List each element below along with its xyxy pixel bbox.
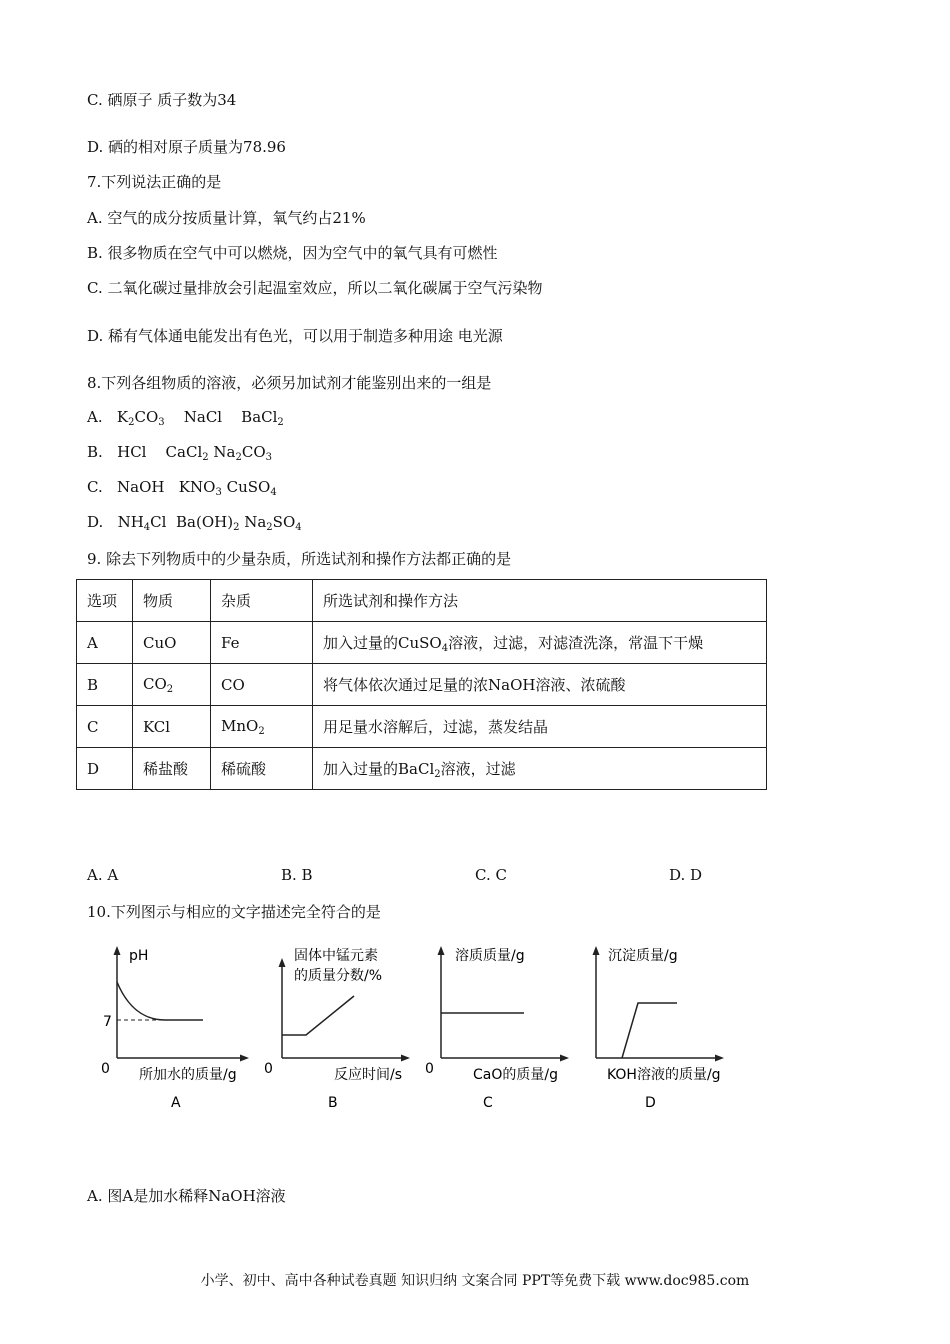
q6-option-d: D. 硒的相对原子质量为78.96 xyxy=(87,138,286,156)
y-axis-label-line2: 的质量分数/% xyxy=(294,968,383,984)
header-cell: 所选试剂和操作方法 xyxy=(313,580,767,622)
chart-b xyxy=(262,940,422,1119)
q8-option-d: D. $NH_4Cl$ $Ba(OH)_2$ $Na_2SO_4$ xyxy=(87,513,302,533)
tick-label-7: 7 xyxy=(103,1014,112,1030)
method-cell: 加入过量的CuSO$_4$溶液，过滤，对滤渣洗涤，常温下干燥 xyxy=(313,622,767,664)
chart-c-svg xyxy=(421,940,581,1115)
ph-curve xyxy=(117,982,203,1020)
q8-option-a: A. $K_2CO_3$ NaCl BaCl$_2$ xyxy=(87,408,284,428)
y-axis-arrow-icon xyxy=(114,946,121,955)
q6-option-c: C. 硒原子 质子数为34 xyxy=(87,91,237,109)
impurity-cell: 稀硫酸 xyxy=(211,748,313,790)
substance-cell: KCl xyxy=(133,706,211,748)
q9-answer-c: C. C xyxy=(475,866,507,884)
table-row xyxy=(77,706,767,748)
table-row xyxy=(77,622,767,664)
substance-cell: 稀盐酸 xyxy=(133,748,211,790)
q10-stem: 10.下列图示与相应的文字描述完全符合的是 xyxy=(87,903,381,921)
x-axis-label: 反应时间/s xyxy=(334,1067,403,1083)
table-header-row xyxy=(77,580,767,622)
method-cell: 加入过量的BaCl$_2$溶液，过滤 xyxy=(313,748,767,790)
table-row xyxy=(77,748,767,790)
y-axis-label: 溶质质量/g xyxy=(455,948,525,964)
q8-stem: 8.下列各组物质的溶液，必须另加试剂才能鉴别出来的一组是 xyxy=(87,374,492,392)
chart-letter: D xyxy=(645,1095,656,1111)
chart-a-svg xyxy=(95,940,255,1115)
q8-option-b: B. HCl CaCl$_2$ $Na_2CO_3$ xyxy=(87,443,273,463)
substance-cell: CuO xyxy=(133,622,211,664)
y-axis-arrow-icon xyxy=(593,946,600,955)
origin-label: 0 xyxy=(425,1061,434,1077)
method-cell: 用足量水溶解后，过滤，蒸发结晶 xyxy=(313,706,767,748)
chart-c xyxy=(421,940,581,1119)
chart-d-svg xyxy=(580,940,750,1115)
chart-b-svg xyxy=(262,940,422,1115)
q7-option-a: A. 空气的成分按质量计算，氧气约占21% xyxy=(87,209,366,227)
substance-cell: $CO_2$ xyxy=(133,664,211,706)
chart-letter: B xyxy=(328,1095,338,1111)
x-axis-arrow-icon xyxy=(401,1055,410,1062)
header-cell: 选项 xyxy=(77,580,133,622)
q7-option-b: B. 很多物质在空气中可以燃烧，因为空气中的氧气具有可燃性 xyxy=(87,244,498,262)
y-axis-label: pH xyxy=(129,948,149,964)
x-axis-label: KOH溶液的质量/g xyxy=(607,1067,721,1083)
q10-option-a: A. 图A是加水稀释NaOH溶液 xyxy=(87,1187,286,1205)
chart-a xyxy=(95,940,255,1119)
option-cell: B xyxy=(77,664,133,706)
header-cell: 杂质 xyxy=(211,580,313,622)
option-cell: C xyxy=(77,706,133,748)
y-axis-label-line1: 固体中锰元素 xyxy=(294,948,378,964)
q7-stem: 7.下列说法正确的是 xyxy=(87,173,222,191)
table-row xyxy=(77,664,767,706)
impurity-cell: MnO$_2$ xyxy=(211,706,313,748)
impurity-cell: CO xyxy=(211,664,313,706)
option-cell: A xyxy=(77,622,133,664)
origin-label: 0 xyxy=(101,1061,110,1077)
precipitate-line xyxy=(622,1003,677,1058)
x-axis-label: CaO的质量/g xyxy=(473,1067,558,1083)
chart-letter: C xyxy=(483,1095,493,1111)
q9-answer-d: D. D xyxy=(669,866,703,884)
x-axis-arrow-icon xyxy=(715,1055,724,1062)
page-footer: 小学、初中、高中各种试卷真题 知识归纳 文案合同 PPT等免费下载 www.doc985.com xyxy=(200,1273,750,1289)
y-axis-label: 沉淀质量/g xyxy=(608,948,678,964)
q9-table xyxy=(76,579,767,790)
y-axis-arrow-icon xyxy=(279,958,286,967)
impurity-cell: Fe xyxy=(211,622,313,664)
chart-d xyxy=(580,940,750,1119)
q9-answer-a: A. A xyxy=(87,866,119,884)
q8-option-c: C. NaOH $KNO_3$ CuSO$_4$ xyxy=(87,478,277,498)
q7-option-d: D. 稀有气体通电能发出有色光，可以用于制造多种用途 电光源 xyxy=(87,327,503,345)
q9-answer-b: B. B xyxy=(281,866,313,884)
q7-option-c: C. 二氧化碳过量排放会引起温室效应，所以二氧化碳属于空气污染物 xyxy=(87,279,543,297)
y-axis-arrow-icon xyxy=(438,946,445,955)
chart-letter: A xyxy=(171,1095,181,1111)
x-axis-arrow-icon xyxy=(240,1055,249,1062)
q9-stem: 9. 除去下列物质中的少量杂质，所选试剂和操作方法都正确的是 xyxy=(87,550,512,568)
option-cell: D xyxy=(77,748,133,790)
method-cell: 将气体依次通过足量的浓NaOH溶液、浓硫酸 xyxy=(313,664,767,706)
origin-label: 0 xyxy=(264,1061,273,1077)
mass-fraction-line xyxy=(282,996,354,1035)
x-axis-label: 所加水的质量/g xyxy=(139,1067,237,1083)
header-cell: 物质 xyxy=(133,580,211,622)
x-axis-arrow-icon xyxy=(560,1055,569,1062)
